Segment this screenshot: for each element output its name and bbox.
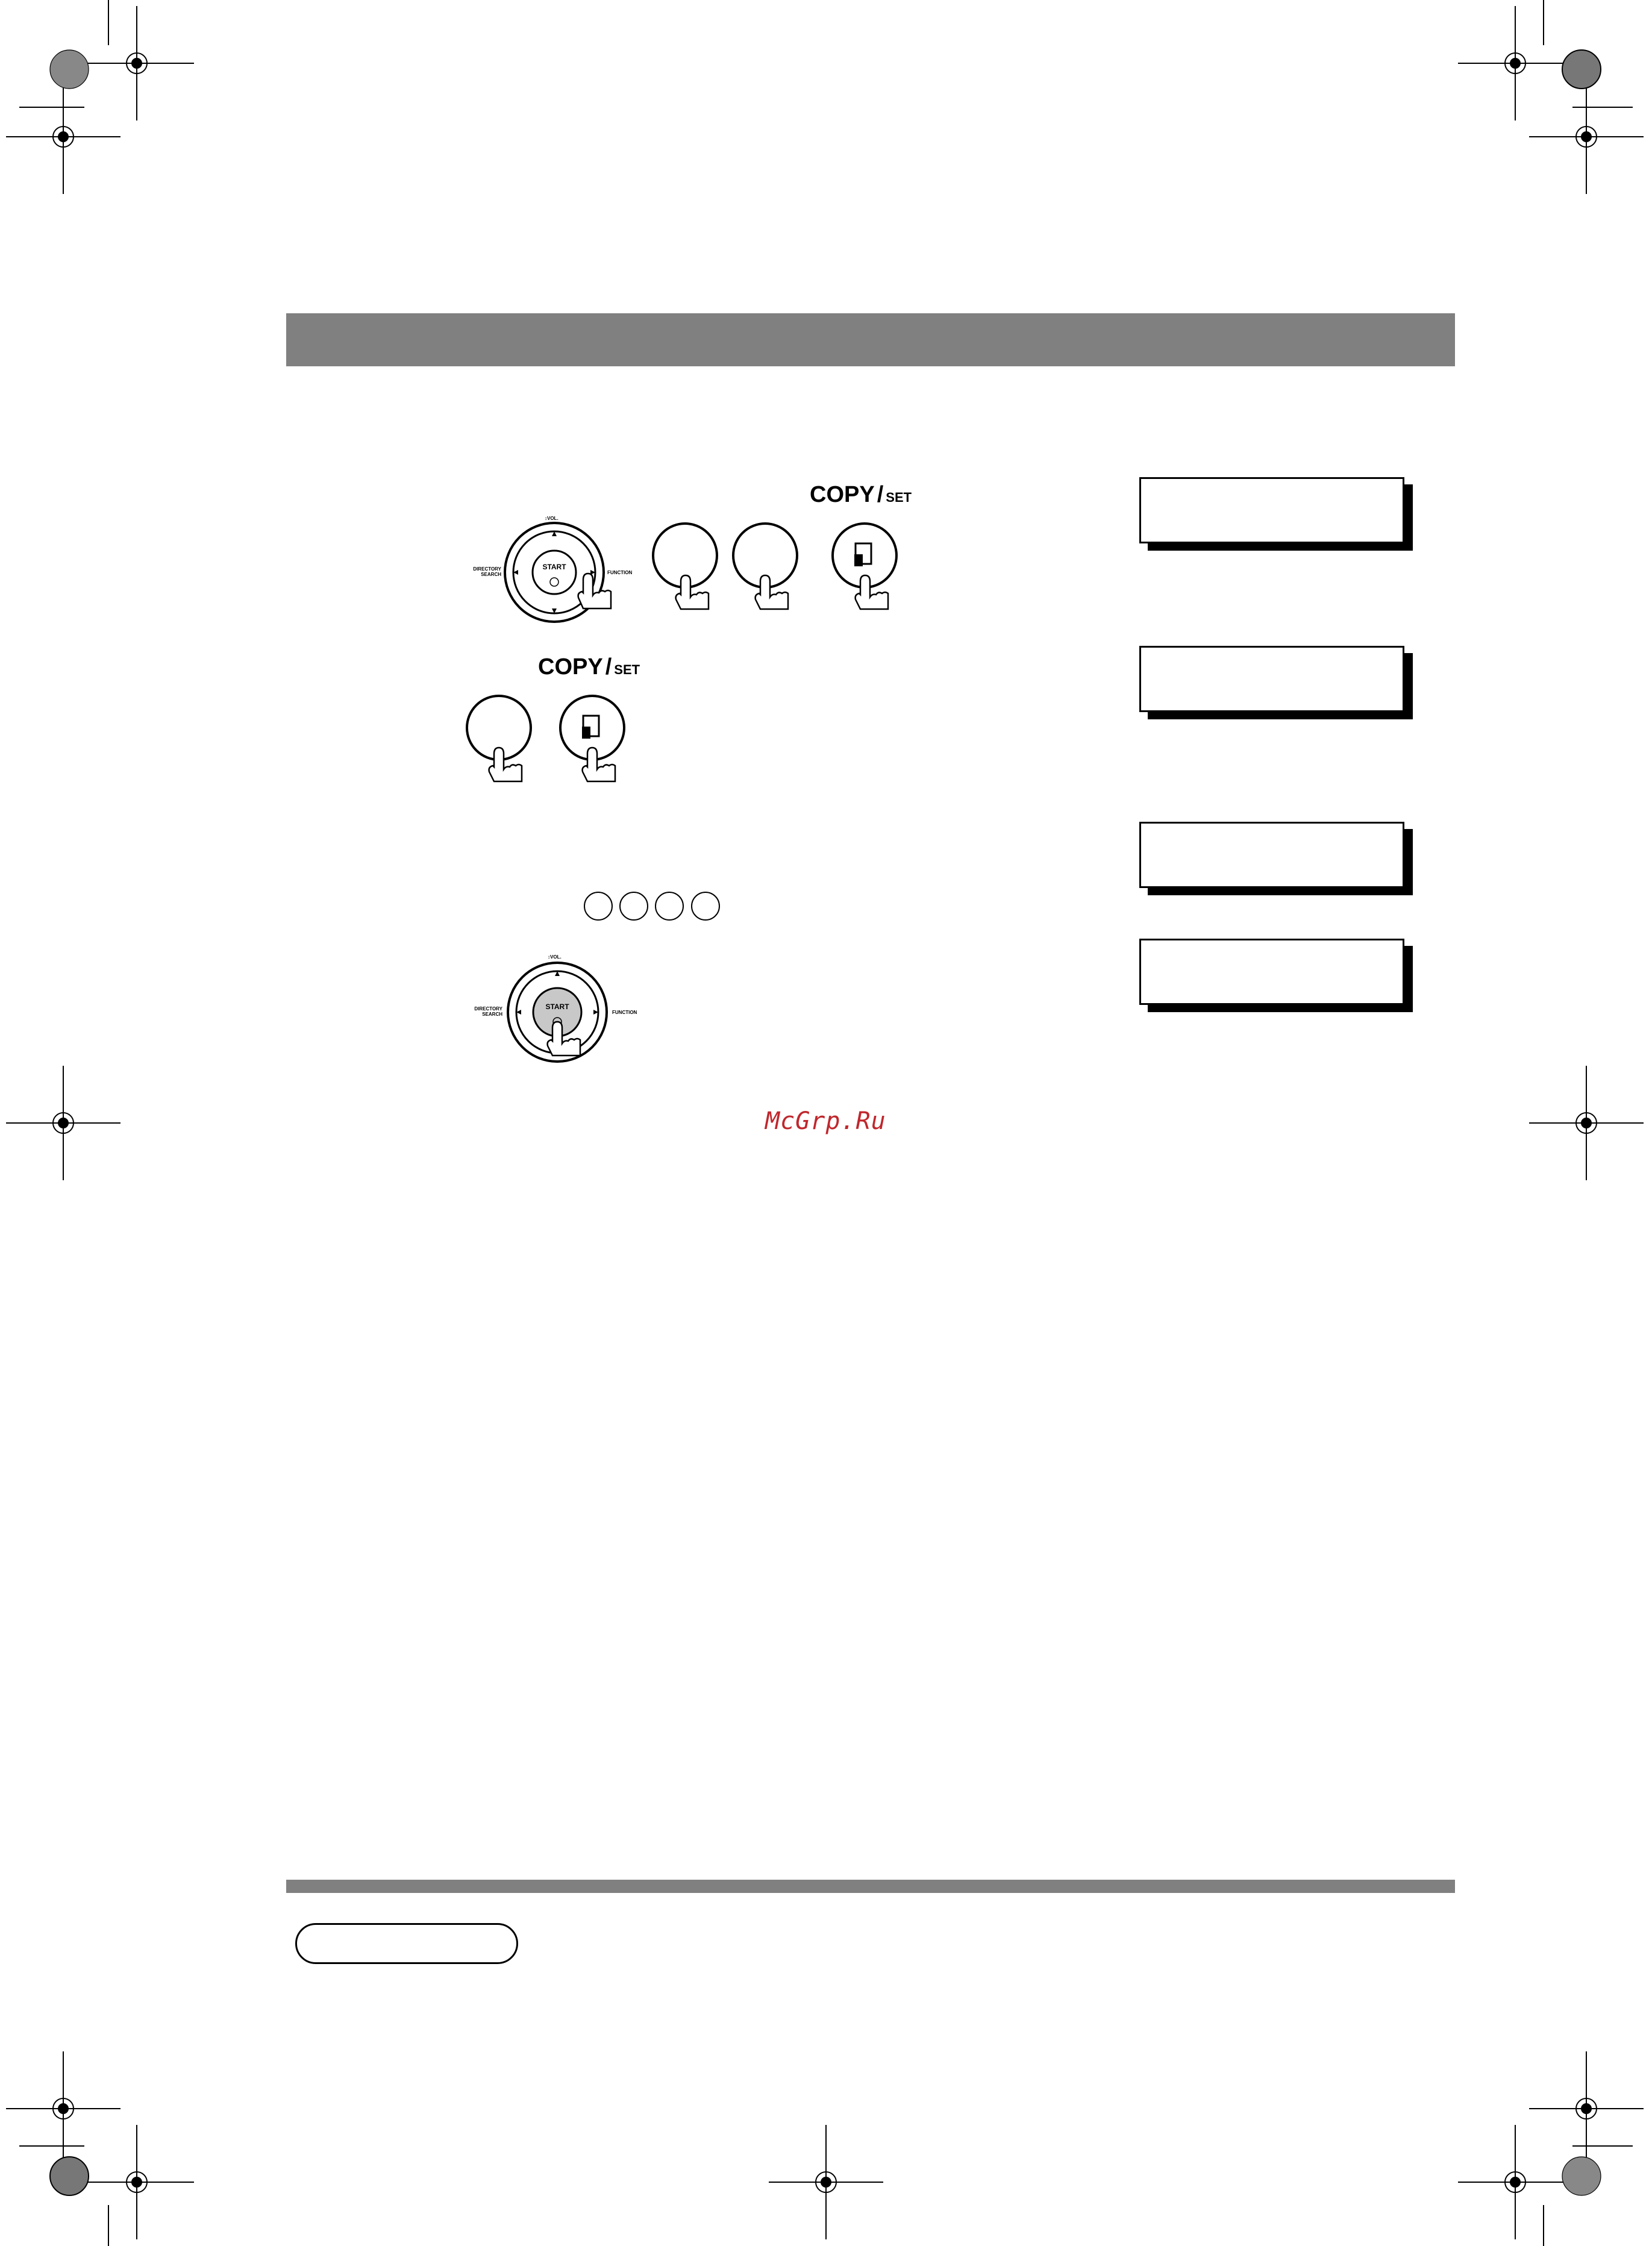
function-label-1: FUNCTION [607,570,633,575]
start-label-1: START [542,563,566,571]
start-label-2: START [545,1003,569,1011]
vol-label-2: ↕VOL. [548,954,562,960]
watermark-text: McGrp.Ru [765,1107,886,1135]
copy-set-label-1 [810,482,912,508]
vol-label-1: ↕VOL. [545,516,558,521]
digit-circles [584,892,719,920]
separator: / [605,654,612,680]
set-label: SET [614,662,640,677]
function-label-2: FUNCTION [612,1010,637,1015]
copy-label: COPY [810,482,875,507]
separator: / [877,482,884,507]
directory-search-label-1: DIRECTORY SEARCH [473,566,501,577]
copy-set-label-2 [538,654,640,680]
directory-search-label-2: DIRECTORY SEARCH [474,1006,502,1017]
set-label: SET [886,490,912,505]
copy-label: COPY [538,654,603,680]
